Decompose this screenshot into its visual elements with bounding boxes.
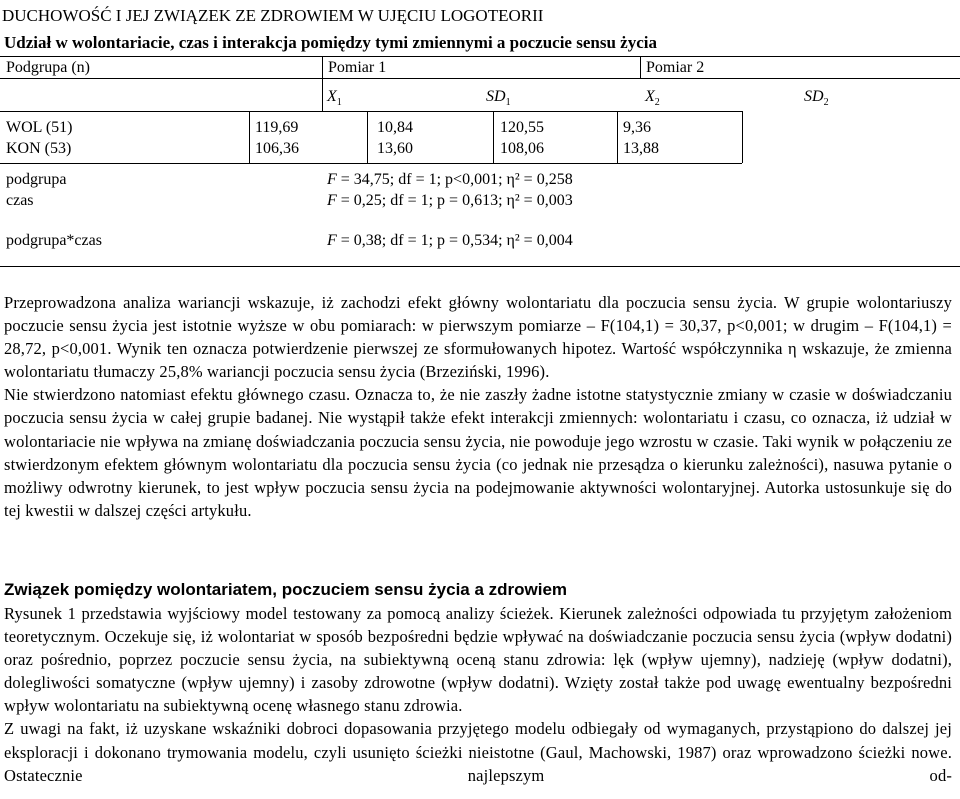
- effect-stat: F = 34,75; df = 1; p<0,001; η² = 0,258: [327, 171, 573, 188]
- effect-label: podgrupa: [6, 171, 67, 188]
- table-vline: [640, 57, 641, 79]
- table-caption: Udział w wolontariacie, czas i interakcja pomiędzy tymi zmiennymi a poczucie sensu życia: [4, 33, 657, 52]
- table-vline: [742, 111, 743, 163]
- effect-stat: F = 0,25; df = 1; p = 0,613; η² = 0,003: [327, 192, 573, 209]
- cell-x2: 108,06: [500, 140, 544, 157]
- table-vline: [322, 57, 323, 112]
- row-group: KON (53): [6, 140, 72, 157]
- effect-label: czas: [6, 192, 34, 209]
- header-x1: $X_1$: [327, 88, 342, 109]
- table-top-rule: [0, 56, 960, 57]
- header-group: Podgrupa (n): [6, 59, 90, 76]
- body-text: [4, 291, 952, 522]
- table-vline: [617, 111, 618, 163]
- cell-x2: 120,55: [500, 119, 544, 136]
- table-header-rule: [0, 78, 960, 79]
- header-measure-2: Pomiar 2: [646, 59, 705, 76]
- table-subheader-rule: [0, 111, 742, 112]
- table-vline: [249, 111, 250, 163]
- running-header: DUCHOWOŚĆ I JEJ ZWIĄZEK ZE ZDROWIEM W UJĘCIU LOGOTEORII: [2, 6, 544, 25]
- paragraph: Nie stwierdzono natomiast efektu głównego czasu. Oznacza to, że nie zaszły żadne istotne statystycznie zmiany w czasie w doświadczaniu poczucia sensu życia w całej grupie badanej. Nie wystąpił także efekt interakcji zmiennych: wolontariatu i czasu, co oznacza, iż udział w wolontariacie nie wpływa na zmianę doświadczania poczucia sensu życia, nie powoduje jego wzrostu w czasie. Taki wynik w połączeniu ze stwierdzonym efektem głównym wolontariatu dla poczucia sensu życia (co jednak nie przesądza o kierunku zależności), nasuwa pytanie o możliwy odwrotny kierunek, to jest wpływ poczucia sensu życia na podejmowanie aktywności wolontaryjnej. Autorka ustosunkuje się do tej kwestii w dalszej części artykułu.: [4, 385, 952, 520]
- paragraph: Z uwagi na fakt, iż uzyskane wskaźniki dobroci dopasowania przyjętego modelu odbiegały od wymaganych, przystąpiono do dalszej jej eksploracji i dokonano trymowania modelu, czyli usunięto ścieżki nieistotne (Gaul, Machowski, 1987) oraz wprowadzono ścieżki nowe. Ostatecznie najlepszym od-: [4, 719, 952, 785]
- cell-sd2: 9,36: [623, 119, 651, 136]
- header-sd1: $SD_1$: [486, 88, 511, 109]
- header-x2: $X_2$: [645, 88, 660, 109]
- cell-sd2: 13,88: [623, 140, 659, 157]
- row-group: WOL (51): [6, 119, 73, 136]
- table-vline: [367, 111, 368, 163]
- body-text: [4, 602, 952, 787]
- section-heading: Związek pomiędzy wolontariatem, poczuciem sensu życia a zdrowiem: [4, 580, 568, 599]
- effect-label: podgrupa*czas: [6, 232, 102, 249]
- table-vline: [493, 111, 494, 163]
- header-measure-1: Pomiar 1: [328, 59, 387, 76]
- paragraph: Rysunek 1 przedstawia wyjściowy model testowany za pomocą analizy ścieżek. Kierunek zależności odpowiada tu przyjętym założeniom teoretycznym. Oczekuje się, iż wolontariat w sposób bezpośredni będzie wpływać na doświadczanie poczucia sensu życia (wpływ dodatni) oraz pośrednio, poprzez poczucie sensu życia, na subiektywną oceną stanu zdrowia: lęk (wpływ ujemny), nadzieję (wpływ dodatni), dolegliwości somatyczne (wpływ ujemny) i zasoby zdrowotne (wpływ dodatni). Wzięty został także pod uwagę ewentualny bezpośredni wpływ wolontariatu na subiektywną ocenę własnego stanu zdrowia.: [4, 604, 952, 716]
- table-body-rule: [0, 163, 742, 164]
- cell-x1: 119,69: [255, 119, 299, 136]
- cell-sd1: 13,60: [377, 140, 413, 157]
- cell-sd1: 10,84: [377, 119, 413, 136]
- table-bottom-rule: [0, 266, 960, 267]
- paragraph: Przeprowadzona analiza wariancji wskazuje, iż zachodzi efekt główny wolontariatu dla poczucia sensu życia. W grupie wolontariuszy poczucie sensu życia jest istotnie wyższe w obu pomiarach: w pierwszym pomiarze – F(104,1) = 30,37, p<0,001; w drugim – F(104,1) = 28,72, p<0,001. Wynik ten oznacza potwierdzenie pierwszej ze sformułowanych hipotez. Wartość współczynnika η wskazuje, że zmienna wolontariatu tłumaczy 25,8% wariancji poczucia sensu życia (Brzeziński, 1996).: [4, 293, 952, 382]
- cell-x1: 106,36: [255, 140, 299, 157]
- header-sd2: $SD_2$: [804, 88, 829, 109]
- effect-stat: F = 0,38; df = 1; p = 0,534; η² = 0,004: [327, 232, 573, 249]
